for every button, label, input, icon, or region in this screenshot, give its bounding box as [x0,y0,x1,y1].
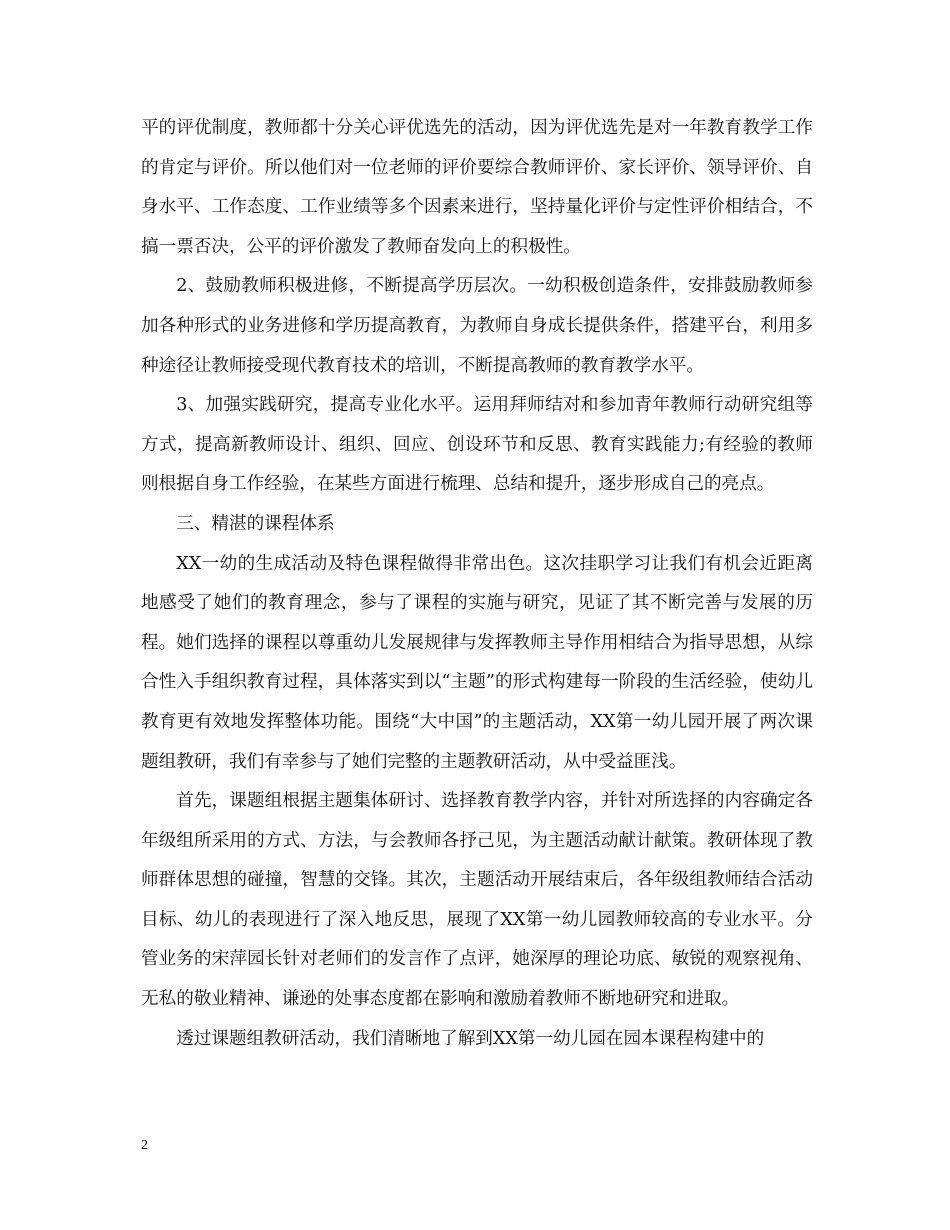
paragraph-2: 2、鼓励教师积极进修，不断提高学历层次。一幼积极创造条件，安排鼓励教师参加各种形式的业务进修和学历提高教育，为教师自身成长提供条件，搭建平台，利用多种途径让教师接受现代教育技术的培训，不断提高教师的教育教学水平。 [141,276,813,376]
paragraph-5: 首先，课题组根据主题集体研讨、选择教育教学内容，并针对所选择的内容确定各年级组所采用的方式、方法，与会教师各抒己见，为主题活动献计献策。教研体现了教师群体思想的碰撞，智慧的交锋。其次，主题活动开展结束后，各年级组教师结合活动目标、幼儿的表现进行了深入地反思，展现了XX第一幼儿园教师较高的专业水平。分管业务的宋萍园长针对老师们的发言作了点评，她深厚的理论功底、敏锐的观察视角、无私的敬业精神、谦逊的处事态度都在影响和激励着教师不断地研究和进取。 [141,791,813,1010]
paragraph-6: 透过课题组教研活动，我们清晰地了解到XX第一幼儿园在园本课程构建中的 [176,1028,765,1049]
paragraph-3: 3、加强实践研究，提高专业化水平。运用拜师结对和参加青年教师行动研究组等方式，提高新教师设计、组织、回应、创设环节和反思、教育实践能力;有经验的教师则根据自身工作经验，在某些方面进行梳理、总结和提升，逐步形成自己的亮点。 [141,395,813,495]
paragraph-1: 平的评优制度，教师都十分关心评优选先的活动，因为评优选先是对一年教育教学工作的肯定与评价。所以他们对一位老师的评价要综合教师评价、家长评价、领导评价、自身水平、工作态度、工作业绩等多个因素来进行，坚持量化评价与定性评价相结合，不搞一票否决，公平的评价激发了教师奋发向上的积极性。 [141,118,813,257]
page-number: 2 [141,1138,148,1153]
paragraph-4: XX一幼的生成活动及特色课程做得非常出色。这次挂职学习让我们有机会近距离地感受了她们的教育理念，参与了课程的实施与研究，见证了其不断完善与发展的历程。她们选择的课程以尊重幼儿发展规律与发挥教师主导作用相结合为指导思想，从综合性入手组织教育过程，具体落实到以“主题”的形式构建每一阶段的生活经验，使幼儿教育更有效地发挥整体功能。围绕“大中国”的主题活动，XX第一幼儿园开展了两次课题组教研，我们有幸参与了她们完整的主题教研活动，从中受益匪浅。 [141,553,813,772]
document-body [141,109,813,1059]
section-heading: 三、精湛的课程体系 [176,513,335,534]
